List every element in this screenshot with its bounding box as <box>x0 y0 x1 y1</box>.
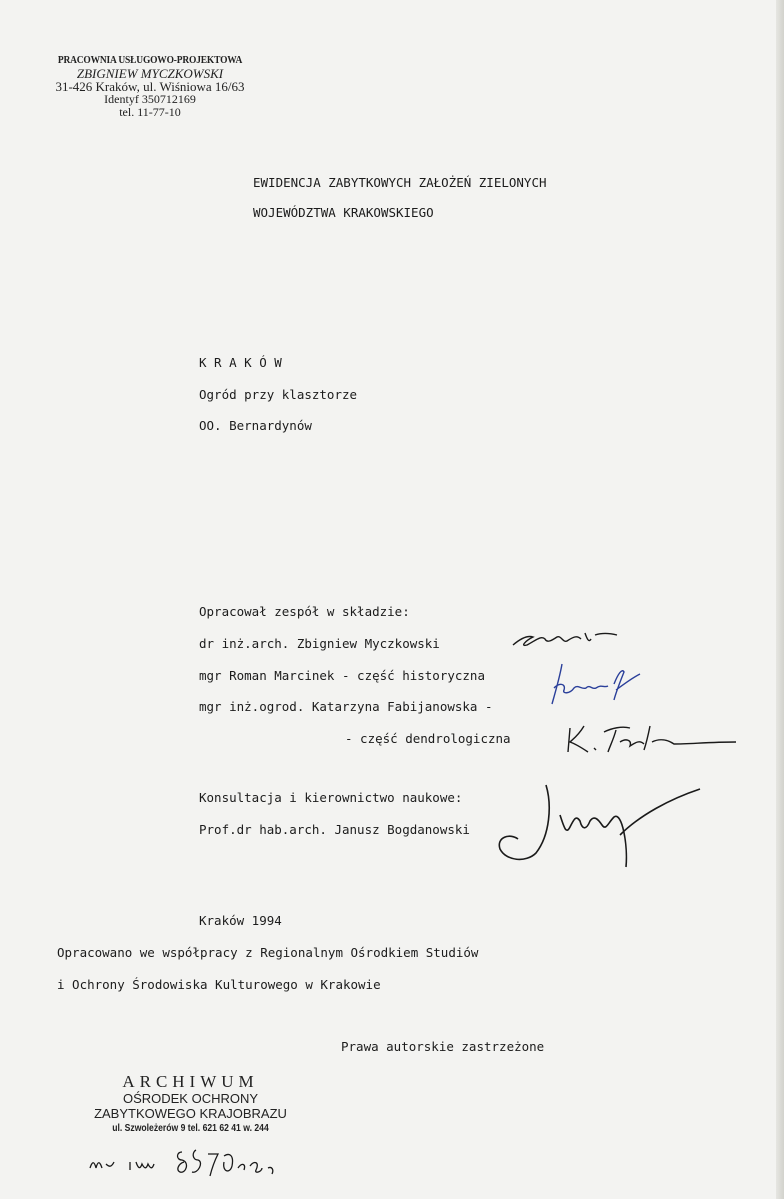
stamp-line-id: Identyf 350712169 <box>104 92 196 106</box>
signature-marcinek <box>540 660 650 710</box>
stamp-line-address: 31-426 Kraków, ul. Wiśniowa 16/63 <box>55 79 245 94</box>
title-line-2: WOJEWÓDZTWA KRAKOWSKIEGO <box>253 205 434 220</box>
stamp-line-company: PRACOWNIA USŁUGOWO-PROJEKTOWA <box>57 54 243 66</box>
team-member-1: dr inż.arch. Zbigniew Myczkowski <box>199 636 440 651</box>
cooperation-line-2: i Ochrony Środowiska Kulturowego w Krakowie <box>57 977 381 992</box>
team-member-3-cont: - część dendrologiczna <box>345 731 511 746</box>
signature-myczkowski <box>505 625 630 655</box>
archive-title: ARCHIWUM <box>122 1072 259 1091</box>
archive-address: ul. Szwoleżerów 9 tel. 621 62 41 w. 244 <box>112 1123 269 1134</box>
stamp-line-name: ZBIGNIEW MYCZKOWSKI <box>76 66 224 81</box>
archive-stamp <box>78 1072 303 1137</box>
archive-line-3: ZABYTKOWEGO KRAJOBRAZU <box>94 1106 287 1121</box>
subject-line-3: OO. Bernardynów <box>199 418 312 433</box>
team-member-2: mgr Roman Marcinek - część historyczna <box>199 668 485 683</box>
title-line-1: EWIDENCJA ZABYTKOWYCH ZAŁOŻEŃ ZIELONYCH <box>253 175 547 190</box>
signature-fabijanowska <box>560 718 740 758</box>
consult-name: Prof.dr hab.arch. Janusz Bogdanowski <box>199 822 470 837</box>
signature-bogdanowski <box>490 775 705 870</box>
archive-line-2: OŚRODEK OCHRONY <box>122 1091 259 1106</box>
consult-heading: Konsultacja i kierownictwo naukowe: <box>199 790 463 805</box>
copyright-note: Prawa autorskie zastrzeżone <box>341 1039 545 1054</box>
stamp-line-phone: tel. 11-77-10 <box>119 105 181 119</box>
place-date: Kraków 1994 <box>199 913 282 928</box>
handwritten-inventory-number <box>86 1144 286 1180</box>
company-stamp <box>40 54 260 119</box>
team-heading: Opracował zespół w składzie: <box>199 604 410 619</box>
subject-line-2: Ogród przy klasztorze <box>199 387 358 402</box>
subject-city: K R A K Ó W <box>199 355 282 370</box>
team-member-3: mgr inż.ogrod. Katarzyna Fabijanowska - <box>199 699 493 714</box>
page-edge-shadow <box>776 0 784 1199</box>
cooperation-line-1: Opracowano we współpracy z Regionalnym Ośrodkiem Studiów <box>57 945 479 960</box>
